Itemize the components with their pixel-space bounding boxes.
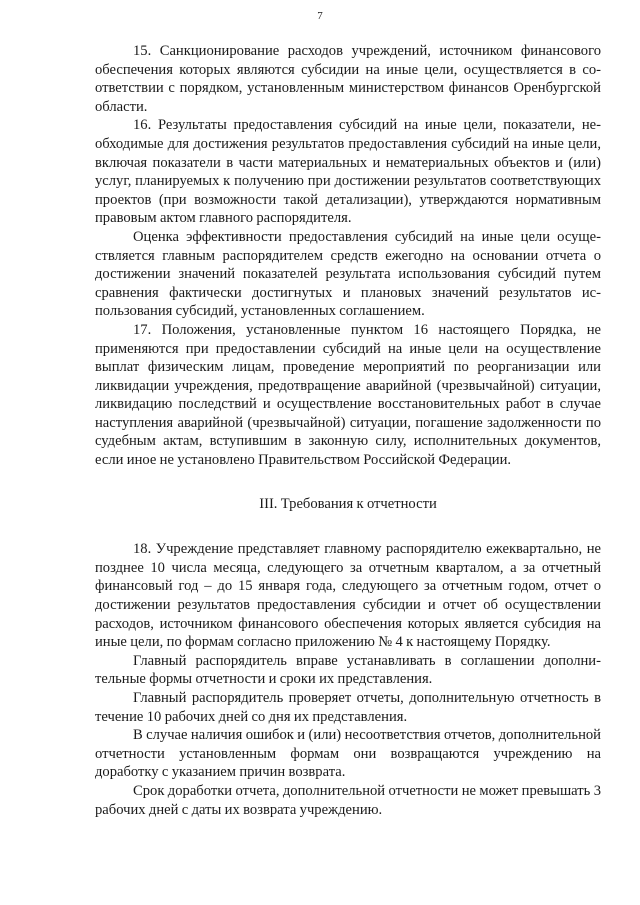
- paragraph-17: 17. Положения, установленные пунктом 16 настоящего Порядка, не применяются при предоставлении субсидий на иные цели на осуществление выплат физическим лицам, проведение мероприятий по реорганизации или ликвидации учреждения, предотвращение аварийной (чрезвычайной) ситуации, ликвидацию последствий и осуществление восстановительных работ в случае наступления аварийной (чрезвычайной) ситуации, погашение задолженности по судебным актам, вступившим в законную силу, исполнительных документов, если иное не установлено Правительством Российской Федерации.: [95, 321, 601, 469]
- paragraph-15: 15. Санкционирование расходов учреждений, источником финансового обеспечения которых являются субсидии на иные цели, осуществляется в соответствии с порядком, установленным министерством финансов Оренбургской области.: [95, 43, 601, 115]
- paragraph-18-revision-term: Срок доработки отчета, дополнительной отчетности не может превышать 3 рабочих дней с даты их возврата учреждению.: [95, 782, 601, 818]
- document-body: [95, 42, 601, 819]
- page-number: 7: [317, 10, 323, 22]
- paragraph-16: 16. Результаты предоставления субсидий на иные цели, показатели, необходимые для достижения результатов предоставления субсидий на иные цели, включая показатели в части материальных и нематериальных объектов и (или) услуг, планируемых к получению при достижении результатов соответствующих проектов (при возможности такой детализации), утверждаются нормативным правовым актом главного распорядителя.: [95, 117, 601, 227]
- paragraph-18-additional-forms: Главный распорядитель вправе устанавливать в соглашении дополнительные формы отчетности и сроки их представления.: [95, 652, 601, 688]
- paragraph-18-errors: В случае наличия ошибок и (или) несоответствия отчетов, дополнительной отчетности установленным формам они возвращаются учреждению на доработку с указанием причин возврата.: [95, 727, 601, 781]
- paragraph-16-evaluation: Оценка эффективности предоставления субсидий на иные цели осуществляется главным распорядителем средств ежегодно на основании отчета о достижении значений показателей результата использования субсидий путем сравнения фактически достигнутых и плановых значений результатов использования субсидий, установленных соглашением.: [95, 228, 601, 320]
- paragraph-18: 18. Учреждение представляет главному распорядителю ежеквартально, не позднее 10 числа месяца, следующего за отчетным кварталом, а за отчетный финансовый год – до 15 января года, следующего за отчетным годом, отчет о достижении результатов предоставления субсидии и отчет об осуществлении расходов, источником финансового обеспечения которых является субсидия на иные цели, по формам согласно приложению № 4 к настоящему Порядку.: [95, 541, 601, 651]
- paragraph-18-review: Главный распорядитель проверяет отчеты, дополнительную отчетность в течение 10 рабочих дней со дня их представления.: [95, 690, 601, 725]
- section-title: III. Требования к отчетности: [259, 495, 437, 512]
